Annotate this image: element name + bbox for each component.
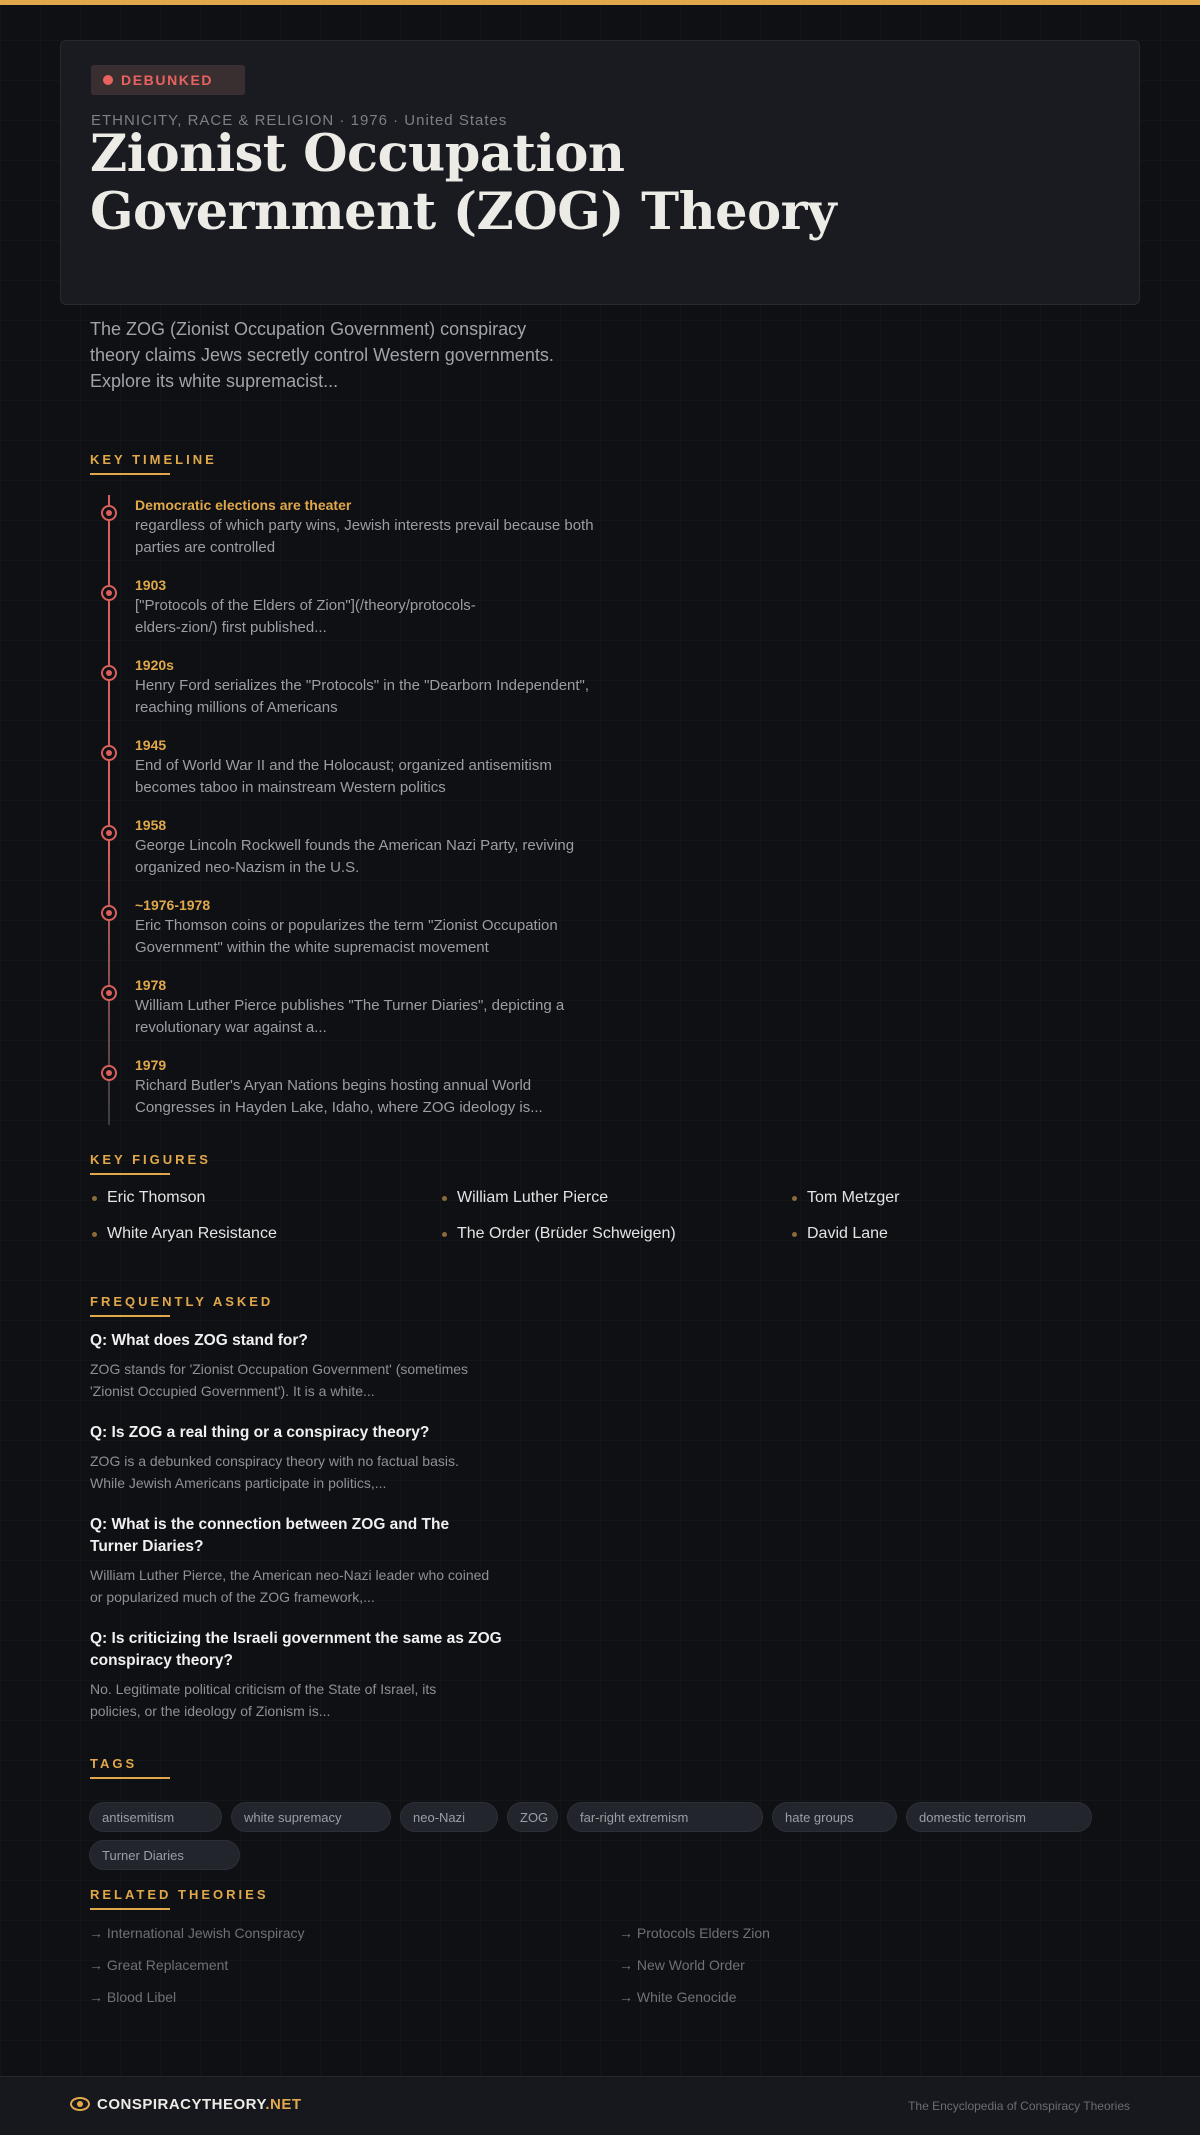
timeline-text: Henry Ford serializes the "Protocols" in the "Dearborn Independent", reaching millions of Americans <box>135 677 590 716</box>
timeline-date: 1903 <box>135 577 167 593</box>
faq-question: Q: What is the connection between ZOG and The Turner Diaries? <box>90 1516 450 1555</box>
timeline-date: Democratic elections are theater <box>135 497 352 513</box>
status-badge-label: DEBUNKED <box>121 72 214 88</box>
faq-answer: ZOG stands for 'Zionist Occupation Government' (sometimes 'Zionist Occupied Government'). It is a white... <box>90 1361 469 1399</box>
status-dot-icon <box>103 75 113 85</box>
timeline-date: 1920s <box>135 657 174 673</box>
tag-chip[interactable]: hate groups <box>772 1802 897 1832</box>
page-title-line-2: Government (ZOG) Theory <box>90 182 837 242</box>
faq-question: Q: Is ZOG a real thing or a conspiracy theory? <box>90 1424 430 1441</box>
figure-name: Tom Metzger <box>807 1189 900 1206</box>
related-theory-link[interactable]: → Blood Libel <box>89 1989 177 2005</box>
timeline-date: 1978 <box>135 977 167 993</box>
figure-item[interactable] <box>92 1225 277 1243</box>
hero-card <box>60 40 1140 305</box>
related-theory-link[interactable]: → International Jewish Conspiracy <box>89 1925 305 1941</box>
status-badge <box>91 65 245 95</box>
bullet-icon <box>442 1196 447 1201</box>
figure-item[interactable] <box>442 1189 608 1207</box>
timeline-date: 1979 <box>135 1057 167 1073</box>
figure-name: Eric Thomson <box>107 1189 206 1206</box>
tag-chip[interactable]: antisemitism <box>89 1802 222 1832</box>
page-title <box>90 125 990 241</box>
timeline-heading: KEY TIMELINE <box>90 452 217 467</box>
timeline-date: ~1976-1978 <box>135 897 211 913</box>
tag-chip[interactable]: domestic terrorism <box>906 1802 1092 1832</box>
eye-logo-icon <box>70 2097 90 2111</box>
figure-item[interactable] <box>92 1189 205 1207</box>
logo-main: CONSPIRACYTHEORY <box>97 2096 266 2113</box>
related-theory-link[interactable]: → Great Replacement <box>89 1957 229 1973</box>
timeline-marker-icon <box>101 825 117 841</box>
site-footer <box>0 2076 1200 2135</box>
tag-chip[interactable]: far-right extremism <box>567 1802 763 1832</box>
bullet-icon <box>792 1232 797 1237</box>
site-logo[interactable] <box>97 2096 301 2113</box>
faq-answer: ZOG is a debunked conspiracy theory with no factual basis. While Jewish Americans participate in politics,... <box>90 1453 459 1491</box>
timeline-marker-icon <box>101 905 117 921</box>
faq-answer: No. Legitimate political criticism of the State of Israel, its policies, or the ideology of Zionism is... <box>90 1681 437 1719</box>
figures-heading-underline <box>90 1173 170 1175</box>
timeline-marker-icon <box>101 985 117 1001</box>
page-title-line-1: Zionist Occupation <box>90 124 625 184</box>
timeline-marker-icon <box>101 1065 117 1081</box>
figure-item[interactable] <box>792 1225 888 1243</box>
figures-heading: KEY FIGURES <box>90 1152 211 1167</box>
timeline-text: End of World War II and the Holocaust; organized antisemitism becomes taboo in mainstream Western politics <box>135 757 552 796</box>
timeline-text: Richard Butler's Aryan Nations begins hosting annual World Congresses in Hayden Lake, Idaho, where ZOG ideology is... <box>135 1077 543 1116</box>
tag-chip[interactable]: neo-Nazi <box>400 1802 498 1832</box>
top-accent-bar <box>0 0 1200 5</box>
tag-chip[interactable]: ZOG <box>507 1802 558 1832</box>
related-heading: RELATED THEORIES <box>90 1887 269 1902</box>
faq-heading-underline <box>90 1315 170 1317</box>
timeline-text: ["Protocols of the Elders of Zion"](/theory/protocols-elders-zion/) first published... <box>135 597 476 636</box>
bullet-icon <box>792 1196 797 1201</box>
related-theory-link[interactable]: → New World Order <box>619 1957 745 1973</box>
figure-name: William Luther Pierce <box>457 1189 609 1206</box>
bullet-icon <box>92 1196 97 1201</box>
timeline-marker-icon <box>101 505 117 521</box>
timeline-text: George Lincoln Rockwell founds the American Nazi Party, reviving organized neo-Nazism in the U.S. <box>135 837 575 876</box>
bullet-icon <box>92 1232 97 1237</box>
timeline-text: regardless of which party wins, Jewish interests prevail because both parties are controlled <box>135 517 594 556</box>
timeline-heading-underline <box>90 473 170 475</box>
timeline-marker-icon <box>101 665 117 681</box>
related-heading-underline <box>90 1908 170 1910</box>
figure-name: David Lane <box>807 1225 888 1242</box>
tag-chip[interactable]: Turner Diaries <box>89 1840 240 1870</box>
footer-tagline: The Encyclopedia of Conspiracy Theories <box>908 2099 1130 2113</box>
faq-question: Q: What does ZOG stand for? <box>90 1332 308 1349</box>
tags-heading: TAGS <box>90 1756 138 1771</box>
timeline-date: 1958 <box>135 817 167 833</box>
timeline-marker-icon <box>101 585 117 601</box>
timeline-text: Eric Thomson coins or popularizes the term "Zionist Occupation Government" within the white supremacist movement <box>135 917 558 956</box>
related-theory-link[interactable]: → White Genocide <box>619 1989 737 2005</box>
related-theory-link[interactable]: → Protocols Elders Zion <box>619 1925 770 1941</box>
intro-paragraph: The ZOG (Zionist Occupation Government) conspiracy theory claims Jews secretly control Western governments. Explore its white supremacist... <box>90 319 554 391</box>
tag-chip[interactable]: white supremacy <box>231 1802 391 1832</box>
faq-heading: FREQUENTLY ASKED <box>90 1294 274 1309</box>
figure-name: White Aryan Resistance <box>107 1225 277 1242</box>
figure-name: The Order (Brüder Schweigen) <box>457 1225 676 1242</box>
timeline-date: 1945 <box>135 737 167 753</box>
bullet-icon <box>442 1232 447 1237</box>
figure-item[interactable] <box>792 1189 899 1207</box>
logo-accent: .NET <box>265 2096 302 2113</box>
tags-heading-underline <box>90 1777 170 1779</box>
faq-answer: William Luther Pierce, the American neo-Nazi leader who coined or popularized much of the ZOG framework,... <box>90 1567 490 1605</box>
timeline-marker-icon <box>101 745 117 761</box>
theory-meta: ETHNICITY, RACE & RELIGION · 1976 · United States <box>91 112 508 129</box>
timeline-text: William Luther Pierce publishes "The Turner Diaries", depicting a revolutionary war against a... <box>135 997 565 1036</box>
figure-item[interactable] <box>442 1225 676 1243</box>
faq-question: Q: Is criticizing the Israeli government the same as ZOG conspiracy theory? <box>90 1630 502 1669</box>
